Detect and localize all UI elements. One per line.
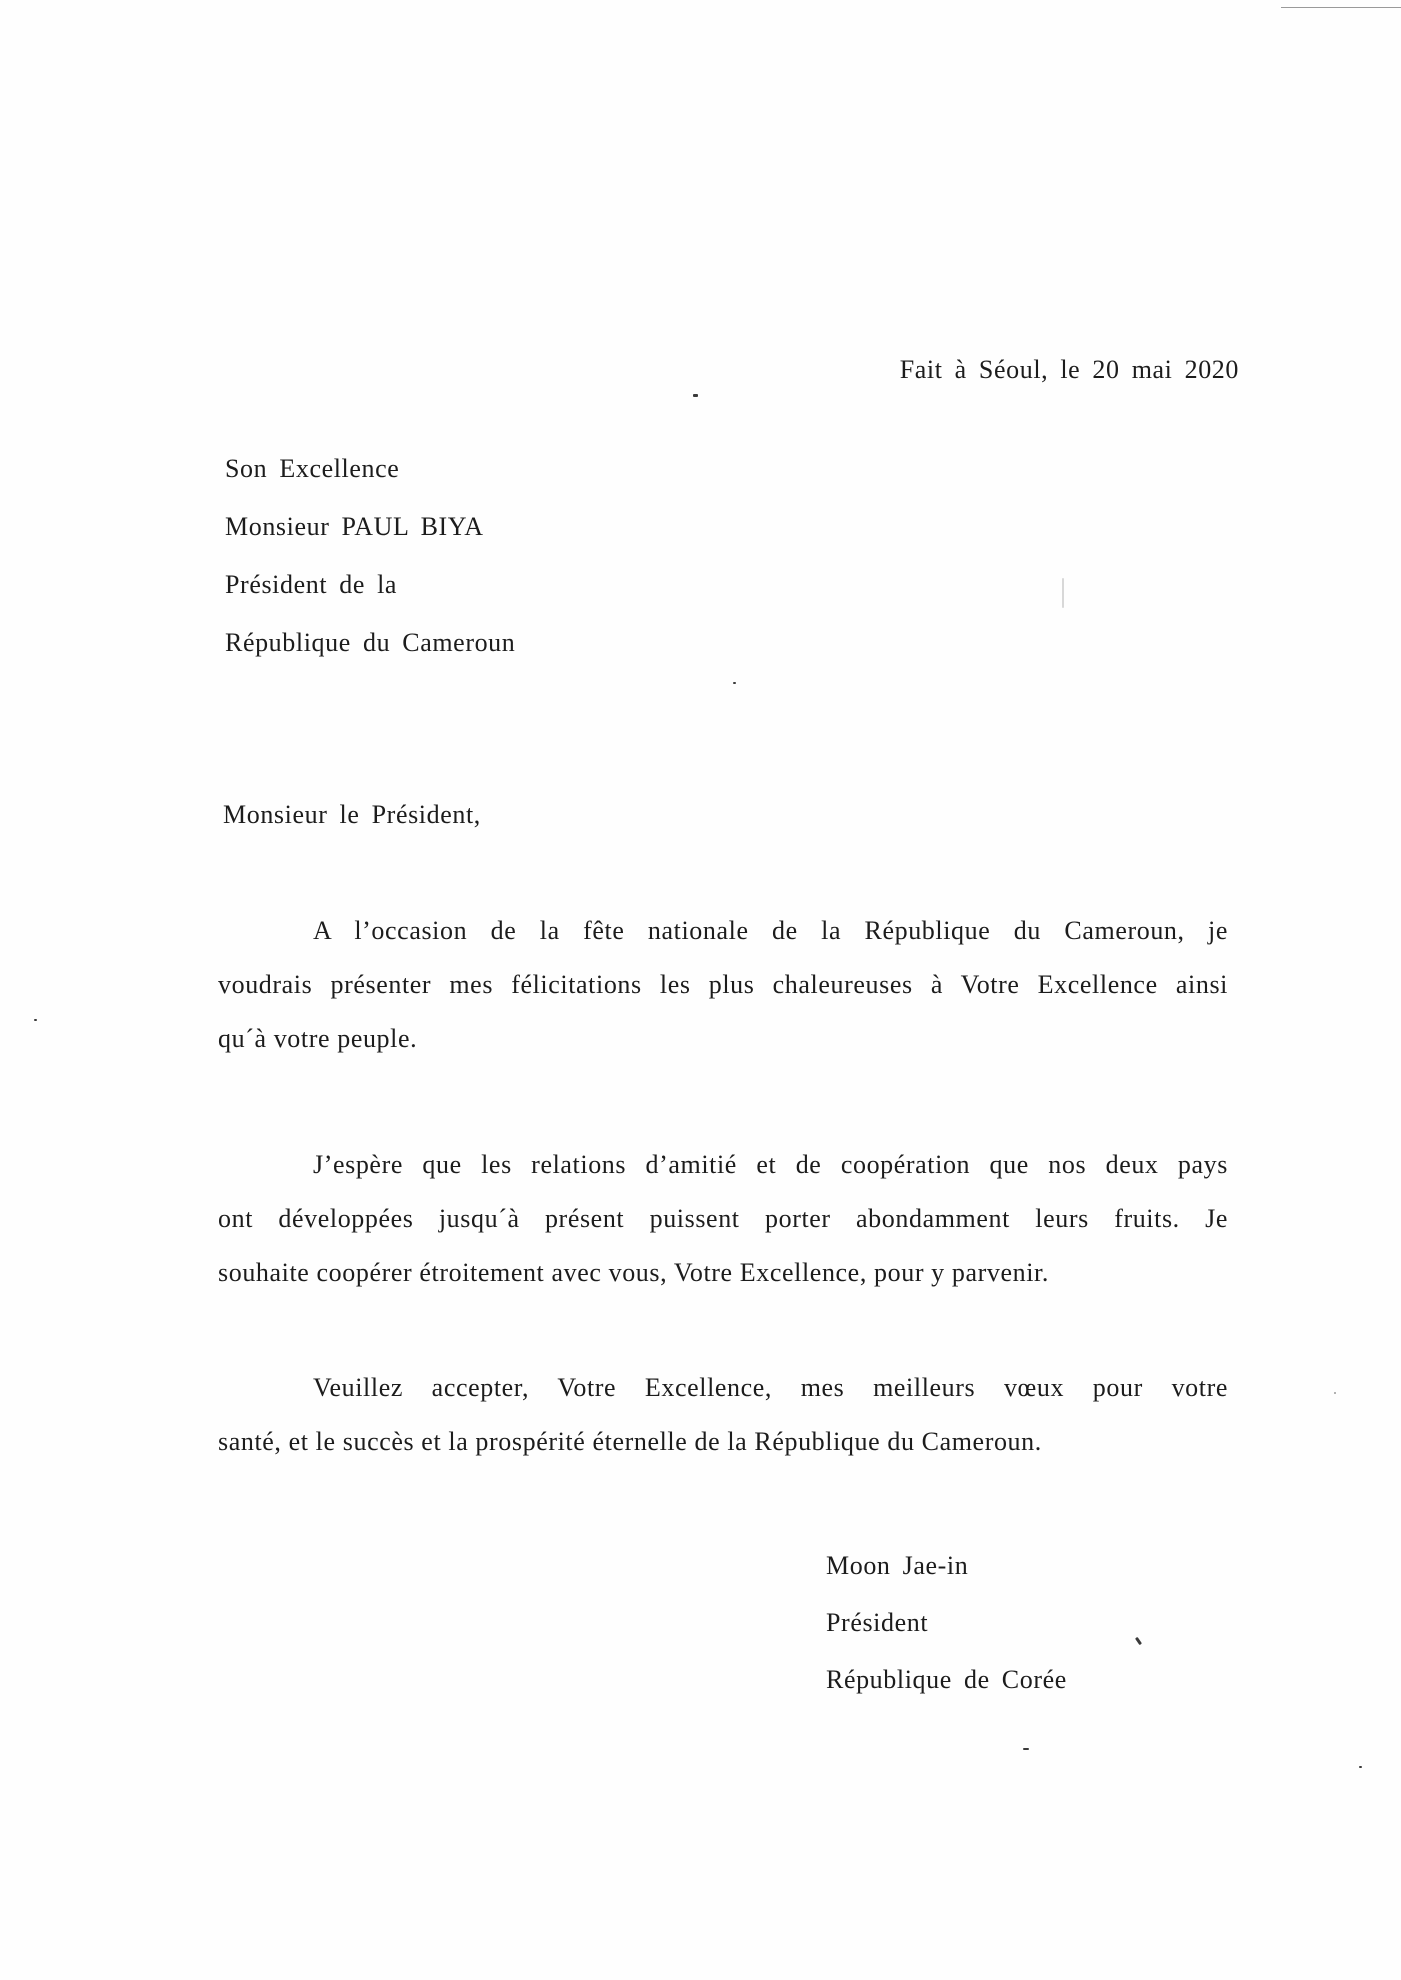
- signature-line: Moon Jae-in: [826, 1551, 969, 1580]
- paragraph-line: J’espère que les relations d’amitié et de coopération que nos deux pays: [313, 1150, 1228, 1179]
- letter-date: Fait à Séoul, le 20 mai 2020: [899, 355, 1239, 384]
- scan-speck: [1135, 1637, 1142, 1645]
- paragraph-congratulations: [218, 916, 1228, 1078]
- signature-line: Président: [826, 1608, 929, 1637]
- signature-line: République de Corée: [826, 1665, 1067, 1694]
- paragraph-wishes: [218, 1373, 1228, 1481]
- scan-speck: [733, 682, 736, 684]
- scan-speck: [693, 394, 698, 397]
- recipient-line: République du Cameroun: [225, 628, 516, 657]
- scan-edge-line: [1281, 7, 1401, 8]
- scan-speck: [1023, 1748, 1029, 1750]
- recipient-line: Président de la: [225, 570, 398, 599]
- paragraph-cooperation: [218, 1150, 1228, 1312]
- scan-speck: [1062, 578, 1064, 608]
- scan-speck: [34, 1019, 37, 1021]
- recipient-line: Son Excellence: [225, 454, 400, 483]
- paragraph-line: souhaite coopérer étroitement avec vous, Votre Excellence, pour y parvenir.: [218, 1258, 1049, 1287]
- paragraph-line: A l’occasion de la fête nationale de la République du Cameroun, je: [313, 916, 1228, 945]
- recipient-line: Monsieur PAUL BIYA: [225, 512, 484, 541]
- recipient-block: [225, 456, 515, 688]
- salutation: Monsieur le Président,: [223, 800, 481, 829]
- scan-speck: [1334, 1392, 1336, 1394]
- paragraph-line: Veuillez accepter, Votre Excellence, mes meilleurs vœux pour votre: [313, 1373, 1228, 1402]
- paragraph-line: santé, et le succès et la prospérité éternelle de la République du Cameroun.: [218, 1427, 1042, 1456]
- paragraph-line: ont développées jusqu´à présent puissent porter abondamment leurs fruits. Je: [218, 1204, 1228, 1233]
- scan-speck: [1359, 1766, 1362, 1768]
- signature-block: [826, 1553, 1067, 1724]
- paragraph-line: qu´à votre peuple.: [218, 1024, 418, 1053]
- paragraph-line: voudrais présenter mes félicitations les plus chaleureuses à Votre Excellence ainsi: [218, 970, 1228, 999]
